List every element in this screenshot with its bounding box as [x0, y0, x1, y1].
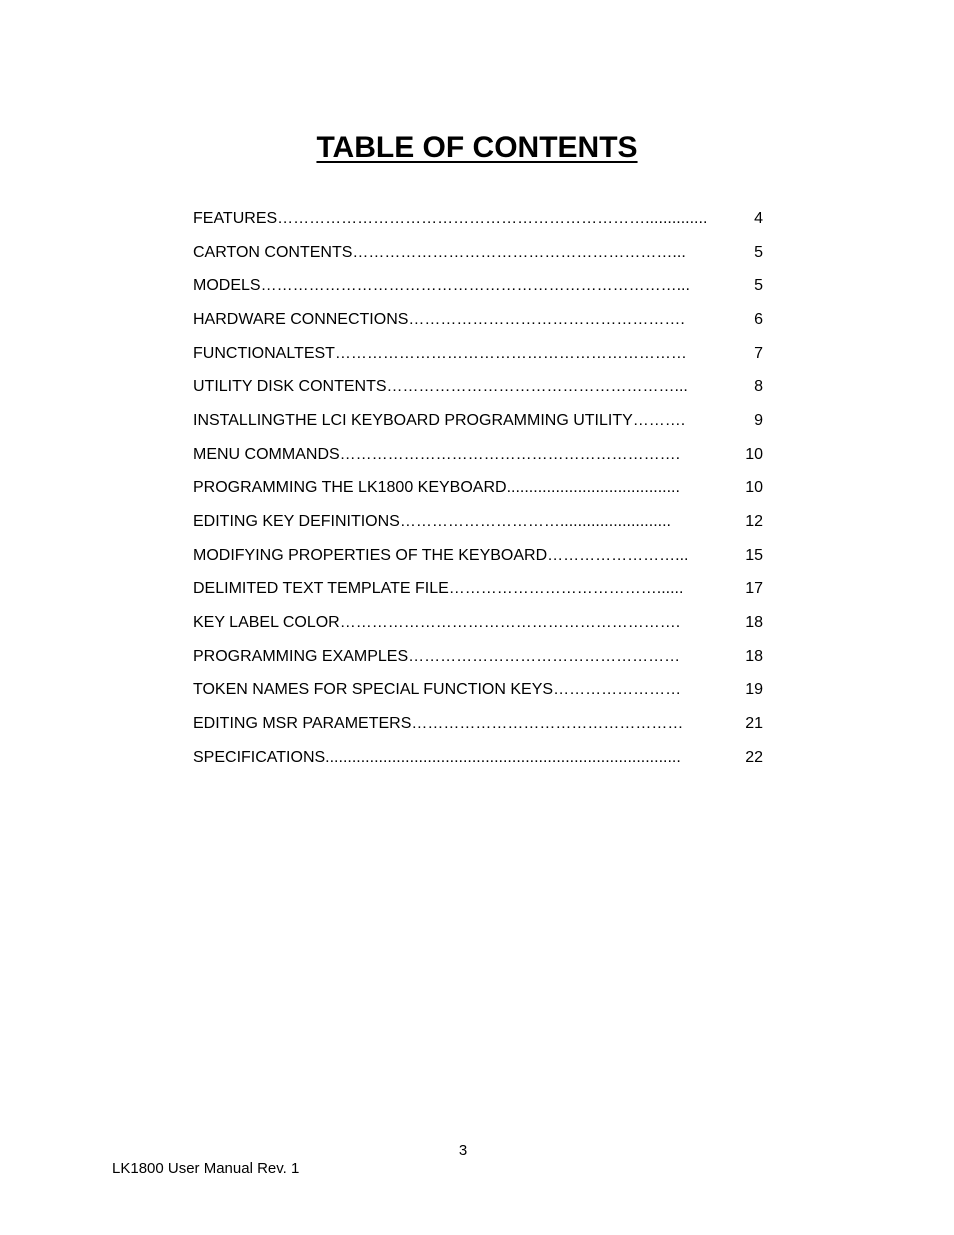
- toc-entry-page: 4: [754, 209, 763, 227]
- toc-entry-title: CARTON CONTENTS……………………………………………………...: [193, 243, 686, 261]
- toc-entry-page: 5: [754, 243, 763, 261]
- page-number: 3: [458, 1142, 468, 1159]
- toc-entry: [193, 269, 763, 303]
- toc-entry-title: SPECIFICATIONS................................................................................: [193, 748, 681, 766]
- toc-entry-title: MODELS……………………………………………………………………...: [193, 277, 690, 295]
- toc-entry-title: EDITING KEY DEFINITIONS………………………….........................: [193, 513, 671, 531]
- toc-entry-title: INSTALLINGTHE LCI KEYBOARD PROGRAMMING UTILITY……….: [193, 411, 686, 429]
- toc-entry-title: PROGRAMMING EXAMPLES……………………………………………: [193, 647, 681, 665]
- toc-entry-title: UTILITY DISK CONTENTS………………………………………………...: [193, 378, 688, 396]
- toc-entry-page: 22: [745, 748, 763, 766]
- toc-entry: [193, 404, 763, 438]
- page-title: TABLE OF CONTENTS: [316, 131, 638, 164]
- toc-entry: [193, 741, 763, 775]
- toc-entry: [193, 606, 763, 640]
- toc-entry-page: 17: [745, 580, 763, 598]
- toc-entry-title: TOKEN NAMES FOR SPECIAL FUNCTION KEYS……………………: [193, 681, 682, 699]
- toc-entry: [193, 539, 763, 573]
- toc-entry: [193, 202, 763, 236]
- toc-entry-page: 5: [754, 277, 763, 295]
- toc-entry: [193, 236, 763, 270]
- toc-entry-page: 18: [745, 647, 763, 665]
- toc-entry-page: 7: [754, 344, 763, 362]
- toc-entry-page: 21: [745, 715, 763, 733]
- toc-entry-title: MENU COMMANDS……………………………………………………….: [193, 445, 681, 463]
- toc-entry: [193, 573, 763, 607]
- toc-entry-title: HARDWARE CONNECTIONS…………………………………………….: [193, 310, 685, 328]
- toc-entry-page: 10: [745, 445, 763, 463]
- toc-entry-page: 18: [745, 614, 763, 632]
- footer-document-title: LK1800 User Manual Rev. 1: [112, 1160, 300, 1177]
- toc-entry: [193, 505, 763, 539]
- toc-entry: [193, 337, 763, 371]
- toc-entry-title: FEATURES……………………………………………………………..............: [193, 209, 708, 227]
- toc-entry: [193, 438, 763, 472]
- toc-entry-page: 6: [754, 310, 763, 328]
- toc-entry: [193, 640, 763, 674]
- toc-entry-title: EDITING MSR PARAMETERS……………………………………………: [193, 715, 684, 733]
- toc-entry-title: PROGRAMMING THE LK1800 KEYBOARD.......................................: [193, 479, 680, 497]
- toc-entry-page: 12: [745, 513, 763, 531]
- toc-entry-page: 19: [745, 681, 763, 699]
- toc-entry-title: DELIMITED TEXT TEMPLATE FILE…………………………………......: [193, 580, 684, 598]
- toc-entry-page: 8: [754, 378, 763, 396]
- toc-entry: [193, 303, 763, 337]
- toc-entry: [193, 707, 763, 741]
- toc-entry: [193, 472, 763, 506]
- toc-entry-page: 9: [754, 411, 763, 429]
- toc-entry-page: 15: [745, 546, 763, 564]
- toc-entry-page: 10: [745, 479, 763, 497]
- toc-entry-title: FUNCTIONALTEST…………………………………………………………: [193, 344, 687, 362]
- toc-entry: [193, 674, 763, 708]
- toc-entry-title: MODIFYING PROPERTIES OF THE KEYBOARD……………………...: [193, 546, 689, 564]
- toc-entry: [193, 370, 763, 404]
- toc-entry-title: KEY LABEL COLOR……………………………………………………….: [193, 614, 681, 632]
- table-of-contents: [193, 202, 763, 775]
